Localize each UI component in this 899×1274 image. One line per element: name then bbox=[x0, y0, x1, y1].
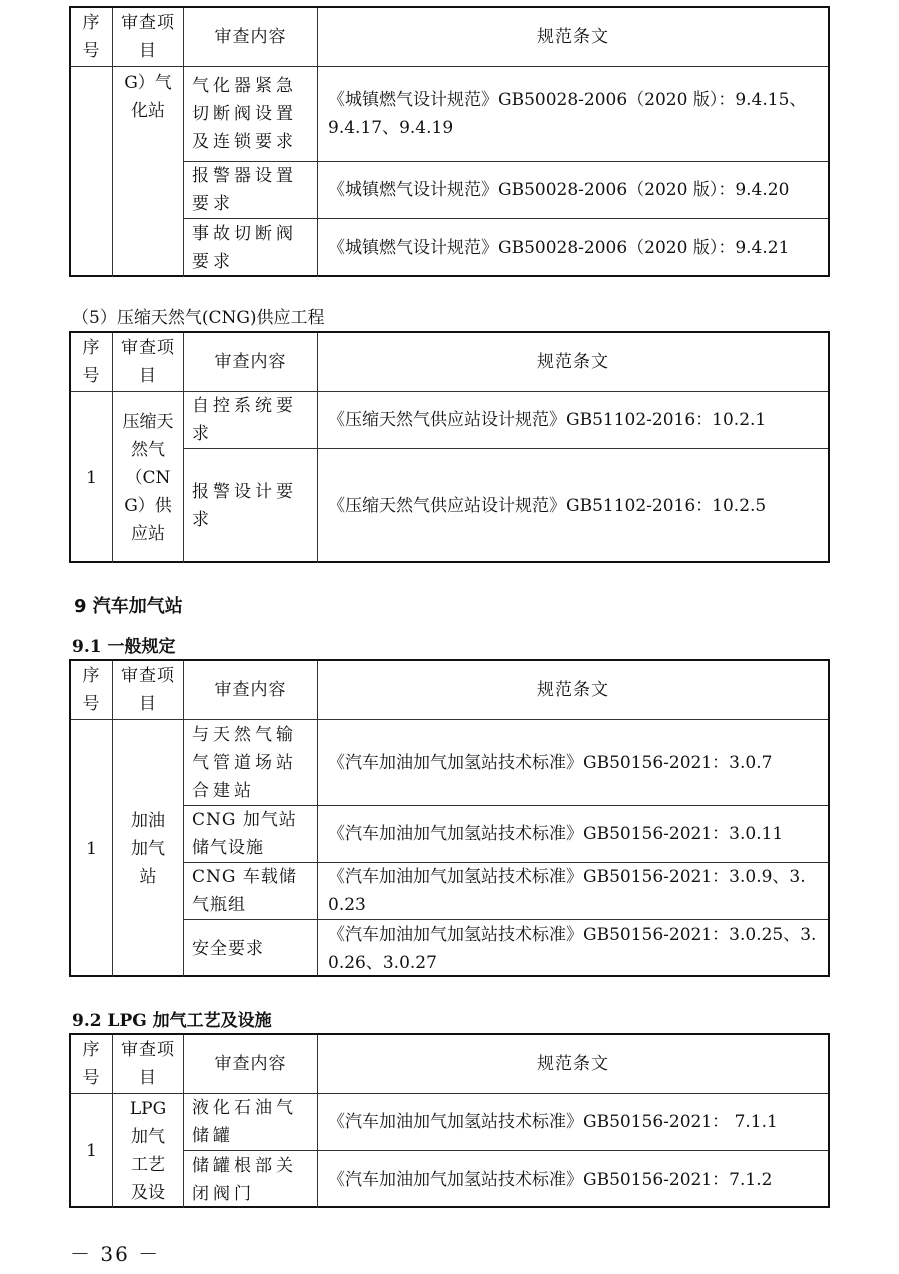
seq-number: 1 bbox=[86, 838, 97, 859]
header-content-label: 审查内容 bbox=[214, 352, 287, 372]
section-9-2-title: 9.2 LPG 加气工艺及设施 bbox=[72, 1011, 272, 1031]
row-content: 安全要求 bbox=[192, 938, 264, 959]
header-ref bbox=[318, 8, 828, 67]
header-content bbox=[184, 333, 318, 392]
table-row-ref bbox=[318, 806, 828, 863]
row-ref: 《汽车加油加气加氢站技术标准》GB50156-2021：3.0.9、3.0.23 bbox=[328, 867, 806, 915]
table-row bbox=[184, 920, 318, 977]
seq-number: 1 bbox=[86, 467, 97, 488]
header-item bbox=[113, 661, 184, 720]
table-row-ref bbox=[318, 920, 828, 977]
row-ref: 《压缩天然气供应站设计规范》GB51102-2016：10.2.5 bbox=[328, 496, 767, 516]
table-row-ref bbox=[318, 863, 828, 920]
header-ref-label: 规范条文 bbox=[537, 352, 609, 372]
row-ref: 《城镇燃气设计规范》GB50028-2006（2020 版）：9.4.20 bbox=[328, 180, 790, 200]
item-cell bbox=[113, 1094, 184, 1208]
header-content bbox=[184, 661, 318, 720]
page-number: － 36 － bbox=[70, 1242, 161, 1266]
table-row-ref bbox=[318, 162, 828, 219]
row-content: 气化器紧急切断阀设置及连锁要求 bbox=[192, 76, 297, 152]
table-lpg-process bbox=[69, 1033, 830, 1208]
header-content bbox=[184, 1035, 318, 1094]
header-seq bbox=[71, 8, 113, 67]
seq-cell bbox=[71, 1094, 113, 1208]
row-ref: 《汽车加油加气加氢站技术标准》GB50156-2021：3.0.11 bbox=[328, 824, 784, 844]
section-5-title: （5）压缩天然气(CNG)供应工程 bbox=[72, 308, 325, 328]
row-content: 报警设计要求 bbox=[192, 482, 297, 530]
table-row bbox=[184, 219, 318, 277]
table-row bbox=[184, 806, 318, 863]
header-ref-label: 规范条文 bbox=[537, 680, 609, 700]
table-row bbox=[184, 1151, 318, 1208]
group-item-label: G）气化站 bbox=[124, 73, 172, 121]
row-content: 与天然气输气管道场站合建站 bbox=[192, 724, 297, 801]
table-row bbox=[184, 1094, 318, 1151]
header-content-label: 审查内容 bbox=[214, 27, 287, 47]
table-row bbox=[184, 449, 318, 563]
table-cng-supply bbox=[69, 331, 830, 563]
header-seq-label: 序号 bbox=[82, 666, 101, 714]
header-seq-label: 序号 bbox=[82, 13, 101, 61]
header-seq-label: 序号 bbox=[82, 1040, 101, 1088]
table-row-ref bbox=[318, 219, 828, 277]
header-ref bbox=[318, 333, 828, 392]
row-ref: 《汽车加油加气加氢站技术标准》GB50156-2021： 7.1.1 bbox=[328, 1112, 778, 1132]
item-cell bbox=[113, 392, 184, 563]
group-item-label: LPG 加气工艺及设 bbox=[129, 1099, 167, 1203]
table-row bbox=[184, 720, 318, 806]
seq-cell bbox=[71, 392, 113, 563]
seq-cell bbox=[71, 720, 113, 977]
table-row-ref bbox=[318, 1151, 828, 1208]
table-row bbox=[184, 863, 318, 920]
header-content-label: 审查内容 bbox=[214, 1054, 287, 1074]
section-9-1-title: 9.1 一般规定 bbox=[72, 637, 176, 657]
row-ref: 《城镇燃气设计规范》GB50028-2006（2020 版）：9.4.21 bbox=[328, 238, 790, 258]
header-item bbox=[113, 8, 184, 67]
row-content: 自控系统要求 bbox=[192, 396, 297, 444]
table-row-ref bbox=[318, 392, 828, 449]
header-ref-label: 规范条文 bbox=[537, 1054, 609, 1074]
header-item-label: 审查项目 bbox=[121, 13, 175, 61]
header-ref bbox=[318, 1035, 828, 1094]
header-item bbox=[113, 1035, 184, 1094]
row-ref: 《压缩天然气供应站设计规范》GB51102-2016：10.2.1 bbox=[328, 410, 767, 430]
row-ref: 《汽车加油加气加氢站技术标准》GB50156-2021：7.1.2 bbox=[328, 1169, 773, 1190]
item-cell bbox=[113, 720, 184, 977]
row-ref: 《城镇燃气设计规范》GB50028-2006（2020 版）：9.4.15、9.4.17、9.4.19 bbox=[328, 90, 807, 138]
header-item bbox=[113, 333, 184, 392]
row-content: 报警器设置要求 bbox=[192, 166, 297, 214]
header-ref-label: 规范条文 bbox=[537, 27, 609, 47]
row-content: 储罐根部关闭阀门 bbox=[192, 1155, 297, 1204]
table-row bbox=[184, 162, 318, 219]
table-row bbox=[184, 67, 318, 162]
group-item-label: 加油加气站 bbox=[131, 810, 165, 887]
table-row-ref bbox=[318, 720, 828, 806]
header-seq bbox=[71, 1035, 113, 1094]
table-gasification-station bbox=[69, 6, 830, 277]
header-seq bbox=[71, 333, 113, 392]
header-seq bbox=[71, 661, 113, 720]
table-row-ref bbox=[318, 67, 828, 162]
seq-number: 1 bbox=[86, 1141, 97, 1161]
header-content bbox=[184, 8, 318, 67]
row-content: 液化石油气储罐 bbox=[192, 1098, 297, 1146]
header-item-label: 审查项目 bbox=[121, 338, 175, 386]
table-row-ref bbox=[318, 449, 828, 563]
header-item-label: 审查项目 bbox=[121, 1040, 175, 1088]
chapter-9-title: 9 汽车加气站 bbox=[74, 596, 183, 617]
header-ref bbox=[318, 661, 828, 720]
header-item-label: 审查项目 bbox=[121, 666, 175, 714]
group-item-label: 压缩天然气（CNG）供应站 bbox=[122, 411, 174, 544]
table-row-ref bbox=[318, 1094, 828, 1151]
row-content: 事故切断阀要求 bbox=[192, 224, 297, 272]
header-content-label: 审查内容 bbox=[214, 680, 287, 700]
header-seq-label: 序号 bbox=[82, 338, 101, 386]
table-general-provisions bbox=[69, 659, 830, 977]
item-cell bbox=[113, 67, 184, 277]
row-content: CNG 加气站储气设施 bbox=[192, 810, 297, 858]
row-content: CNG 车载储气瓶组 bbox=[192, 867, 297, 915]
row-ref: 《汽车加油加气加氢站技术标准》GB50156-2021：3.0.7 bbox=[328, 752, 773, 773]
table-row bbox=[184, 392, 318, 449]
seq-cell bbox=[71, 67, 113, 277]
row-ref: 《汽车加油加气加氢站技术标准》GB50156-2021：3.0.25、3.0.26、3.0.27 bbox=[328, 924, 817, 973]
